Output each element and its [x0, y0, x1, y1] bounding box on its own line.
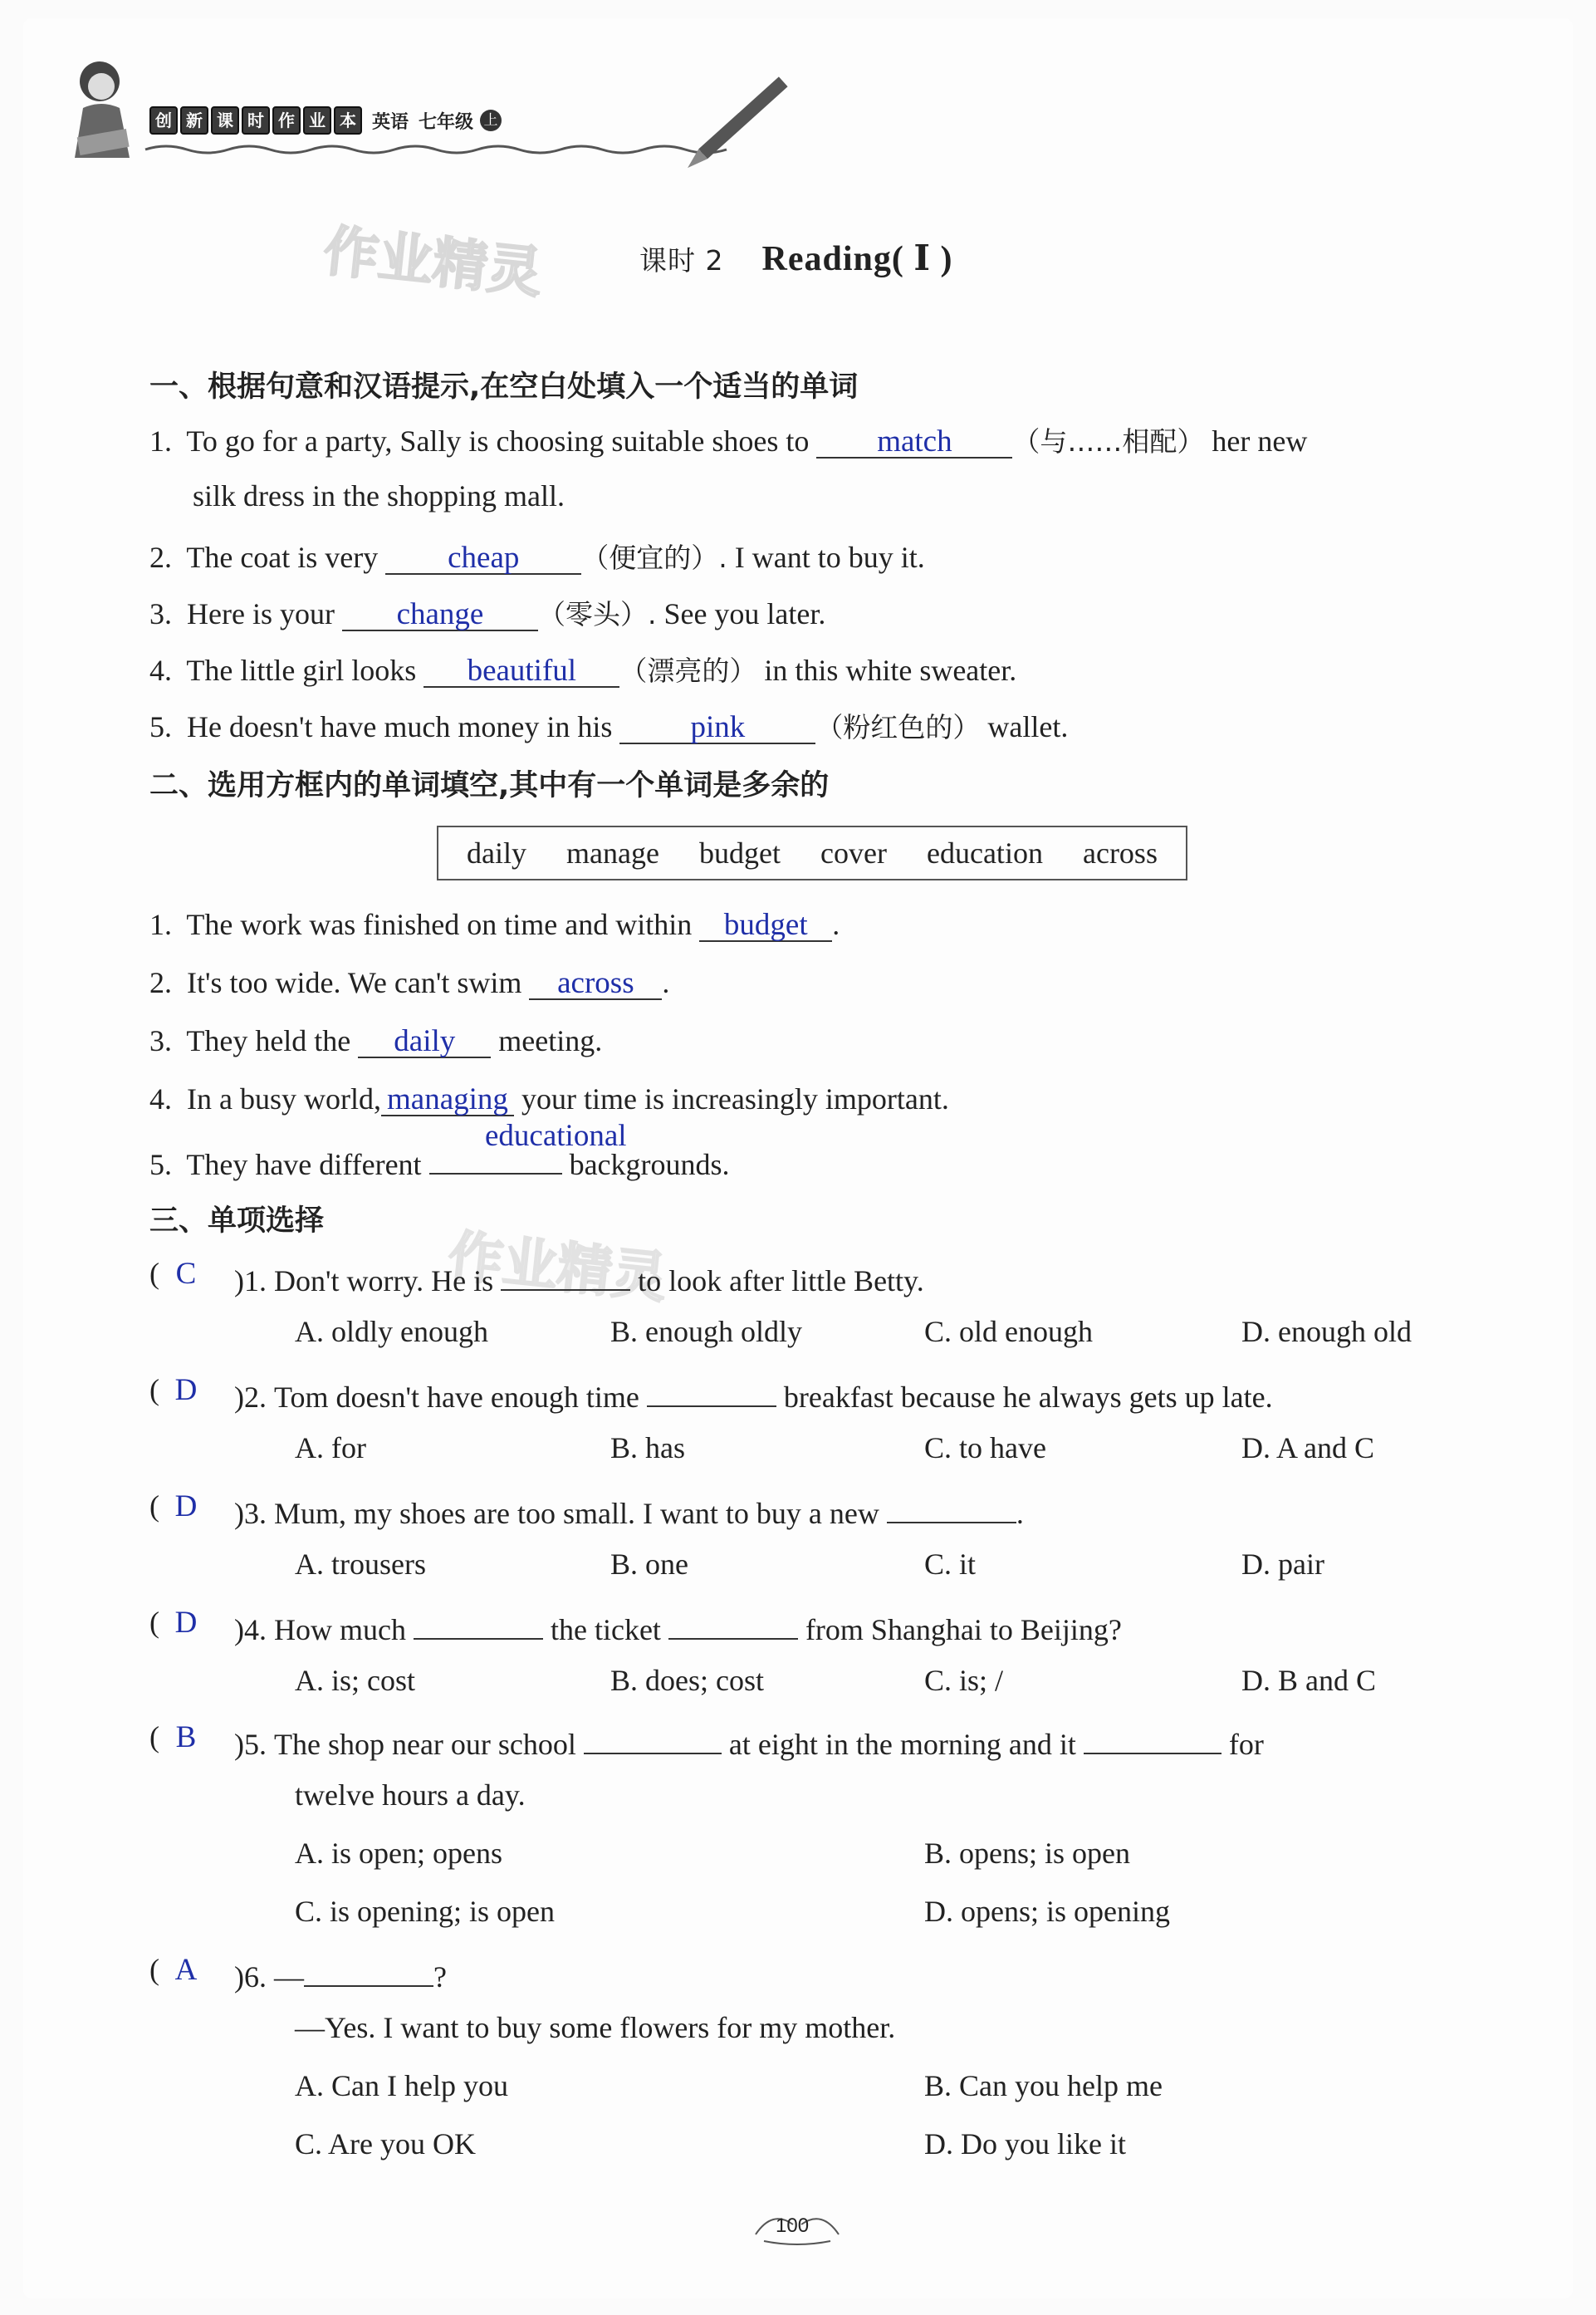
watermark: 作业精灵 [321, 218, 546, 306]
question-blank [647, 1372, 776, 1407]
section1-heading: 一、根据句意和汉语提示,在空白处填入一个适当的单词 [149, 370, 859, 404]
answer-blank[interactable]: match [816, 424, 1012, 459]
option-b[interactable]: B. Can you help me [924, 2069, 1163, 2102]
answer-blank[interactable]: beautiful [423, 653, 619, 688]
page-title: 课时 2 Reading( Ⅰ ) [639, 240, 953, 278]
question-blank [1084, 1719, 1221, 1754]
word-box-item: daily [467, 836, 526, 870]
option-d[interactable]: D. A and C [1241, 1431, 1375, 1464]
s2-item-2: 2. It's too wide. We can't swim across . [149, 966, 670, 1000]
handwritten-answer: educational [485, 1119, 627, 1153]
answer-paren[interactable]: ( A [149, 1953, 198, 1987]
grade-label: 七年级 [419, 111, 474, 133]
option-c[interactable]: C. to have [924, 1431, 1046, 1464]
word-box-item: across [1082, 836, 1158, 870]
option-c[interactable]: C. is opening; is open [295, 1895, 555, 1928]
question-blank [304, 1952, 433, 1987]
option-c[interactable]: C. it [924, 1547, 977, 1581]
mascot-icon [75, 61, 130, 158]
word-box-item: cover [820, 836, 887, 870]
option-b[interactable]: B. does; cost [610, 1664, 764, 1697]
question-5: )5. The shop near our school at eight in the morning and it for [234, 1719, 1264, 1762]
question-5-cont: twelve hours a day. [295, 1778, 526, 1812]
section2-heading: 二、选用方框内的单词填空,其中有一个单词是多余的 [149, 769, 830, 802]
brand-bar [149, 106, 502, 135]
option-d[interactable]: D. opens; is opening [924, 1895, 1170, 1928]
s2-item-3: 3. They held the daily meeting. [149, 1024, 603, 1058]
option-a[interactable]: A. Can I help you [295, 2069, 508, 2102]
term-badge: 上 [480, 110, 502, 131]
word-box-item: education [927, 836, 1043, 870]
option-b[interactable]: B. enough oldly [610, 1315, 802, 1348]
brand-title: 创 新 课 时 作 业 本 [149, 106, 362, 135]
question-blank [414, 1605, 543, 1640]
option-c[interactable]: C. old enough [924, 1315, 1093, 1348]
answer-paren[interactable]: ( D [149, 1489, 198, 1523]
pencil-icon [683, 76, 788, 173]
option-c[interactable]: C. is; / [924, 1664, 1004, 1697]
answer-blank[interactable]: budget [699, 907, 832, 942]
question-1: )1. Don't worry. He is to look after little Betty. [234, 1256, 924, 1298]
s1-item-4: 4. The little girl looks beautiful （漂亮的） in this white sweater. [149, 654, 1017, 688]
option-d[interactable]: D. Do you like it [924, 2127, 1126, 2161]
watermark: 作业精灵 [445, 1224, 670, 1311]
question-2: )2. Tom doesn't have enough time breakfast because he always gets up late. [234, 1372, 1273, 1415]
question-blank [501, 1256, 630, 1291]
option-a[interactable]: A. trousers [295, 1547, 426, 1581]
option-a[interactable]: A. for [295, 1431, 366, 1464]
question-4: )4. How much the ticket from Shanghai to Beijing? [234, 1605, 1122, 1647]
answer-blank[interactable]: change [342, 596, 538, 631]
question-blank [887, 1489, 1016, 1523]
subject-label: 英语 [372, 111, 409, 133]
option-d[interactable]: D. B and C [1241, 1664, 1376, 1697]
s1-item-2: 2. The coat is very cheap （便宜的）. I want to buy it. [149, 541, 925, 575]
question-blank [668, 1605, 798, 1640]
answer-blank[interactable]: across [529, 965, 662, 1000]
option-a[interactable]: A. is open; opens [295, 1837, 502, 1870]
s2-item-5: 5. They have different backgrounds. [149, 1140, 730, 1182]
question-blank [584, 1719, 722, 1754]
wavy-line-icon [145, 146, 727, 153]
option-a[interactable]: A. is; cost [295, 1664, 416, 1697]
option-b[interactable]: B. opens; is open [924, 1837, 1130, 1870]
option-c[interactable]: C. Are you OK [295, 2127, 476, 2161]
option-b[interactable]: B. has [610, 1431, 685, 1464]
answer-paren[interactable]: ( D [149, 1606, 198, 1640]
option-d[interactable]: D. enough old [1241, 1315, 1412, 1348]
s1-item-1: 1. To go for a party, Sally is choosing suitable shoes to match （与……相配） her new [149, 424, 1308, 459]
s1-item-3: 3. Here is your change （零头）. See you later. [149, 597, 826, 631]
answer-paren[interactable]: ( D [149, 1373, 198, 1407]
s1-item-1-cont: silk dress in the shopping mall. [193, 479, 565, 513]
s2-item-4: 4. In a busy world, managing your time is increasingly important. [149, 1082, 949, 1116]
option-d[interactable]: D. pair [1241, 1547, 1324, 1581]
s2-item-1: 1. The work was finished on time and within budget . [149, 908, 840, 942]
answer-blank[interactable]: pink [619, 709, 815, 744]
answer-blank[interactable]: cheap [385, 540, 581, 575]
word-box-item: budget [699, 836, 781, 870]
answer-blank[interactable]: managing [381, 1081, 514, 1116]
page-number: 100 [776, 2214, 810, 2237]
question-6: )6. — ? [234, 1952, 447, 1994]
answer-blank[interactable]: daily [358, 1023, 491, 1058]
answer-paren[interactable]: ( B [149, 1720, 197, 1754]
question-3: )3. Mum, my shoes are too small. I want to buy a new . [234, 1489, 1024, 1531]
question-6-cont: —Yes. I want to buy some flowers for my mother. [295, 2011, 896, 2044]
s1-item-5: 5. He doesn't have much money in his pink （粉红色的） wallet. [149, 710, 1069, 744]
option-b[interactable]: B. one [610, 1547, 688, 1581]
answer-paren[interactable]: ( C [149, 1257, 197, 1291]
option-a[interactable]: A. oldly enough [295, 1315, 488, 1348]
word-box-item: manage [566, 836, 659, 870]
section3-heading: 三、单项选择 [149, 1204, 325, 1238]
word-box [437, 826, 1187, 880]
